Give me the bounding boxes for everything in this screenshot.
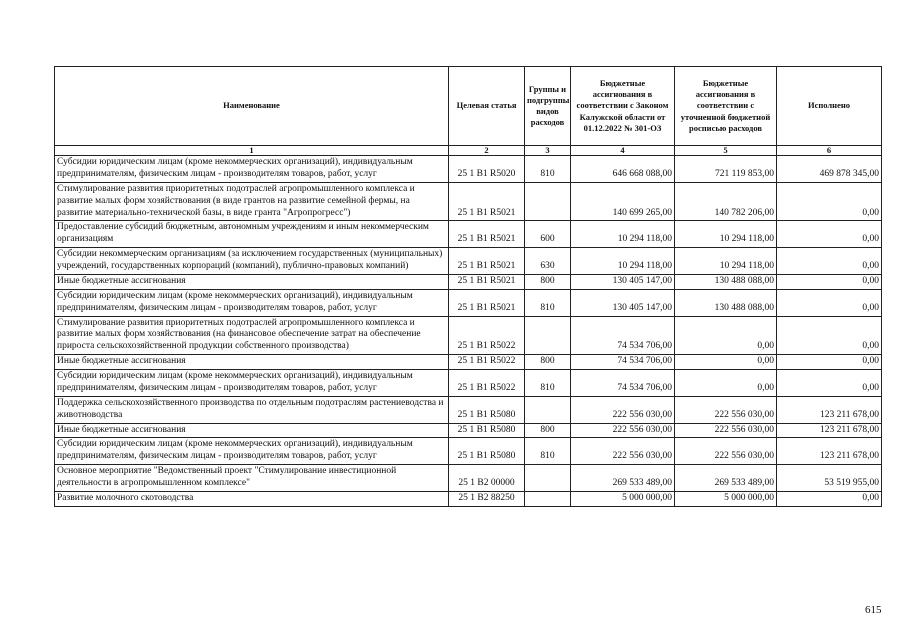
column-number-row — [55, 146, 882, 156]
header-row — [55, 67, 882, 146]
header-target-article: Целевая статья — [449, 67, 525, 146]
row-expense-group-cell — [525, 396, 571, 423]
row-target-article-cell: 25 1 B1 R5021 — [449, 289, 525, 316]
row-name-cell: Субсидии юридическим лицам (кроме некоммерческих организаций), индивидуальным предпринимателям, физическим лицам - производителям товаров, работ, услуг — [55, 370, 449, 397]
table-row — [55, 355, 882, 370]
page-number: 615 — [865, 604, 882, 616]
row-expense-group-cell: 600 — [525, 221, 571, 248]
row-executed-cell: 0,00 — [777, 289, 882, 316]
row-law-allocation-cell: 269 533 489,00 — [571, 465, 675, 492]
row-revised-allocation-cell: 5 000 000,00 — [675, 491, 777, 506]
row-revised-allocation-cell: 10 294 118,00 — [675, 221, 777, 248]
table-row — [55, 248, 882, 275]
row-executed-cell: 0,00 — [777, 248, 882, 275]
row-law-allocation-cell: 222 556 030,00 — [571, 438, 675, 465]
row-target-article-cell: 25 1 B1 R5080 — [449, 423, 525, 438]
row-name-cell: Предоставление субсидий бюджетным, автономным учреждениям и иным некоммерческим организациям — [55, 221, 449, 248]
row-name-cell: Иные бюджетные ассигнования — [55, 355, 449, 370]
row-name-cell: Иные бюджетные ассигнования — [55, 274, 449, 289]
table-row — [55, 465, 882, 492]
row-target-article-cell: 25 1 B1 R5022 — [449, 316, 525, 355]
row-executed-cell: 123 211 678,00 — [777, 423, 882, 438]
header-expense-group: Группы и подгруппы видов расходов — [525, 67, 571, 146]
row-revised-allocation-cell: 130 488 088,00 — [675, 274, 777, 289]
row-revised-allocation-cell: 130 488 088,00 — [675, 289, 777, 316]
row-target-article-cell: 25 1 B1 R5080 — [449, 438, 525, 465]
row-expense-group-cell: 810 — [525, 370, 571, 397]
row-law-allocation-cell: 140 699 265,00 — [571, 182, 675, 221]
row-law-allocation-cell: 222 556 030,00 — [571, 396, 675, 423]
row-expense-group-cell — [525, 316, 571, 355]
row-law-allocation-cell: 10 294 118,00 — [571, 248, 675, 275]
table-row — [55, 491, 882, 506]
row-name-cell: Развитие молочного скотоводства — [55, 491, 449, 506]
row-target-article-cell: 25 1 B1 R5022 — [449, 355, 525, 370]
row-target-article-cell: 25 1 B1 R5021 — [449, 248, 525, 275]
row-target-article-cell: 25 1 B1 R5080 — [449, 396, 525, 423]
row-revised-allocation-cell: 721 119 853,00 — [675, 156, 777, 183]
table-row — [55, 438, 882, 465]
table-row — [55, 370, 882, 397]
column-number: 2 — [449, 146, 525, 156]
row-law-allocation-cell: 130 405 147,00 — [571, 289, 675, 316]
row-executed-cell: 53 519 955,00 — [777, 465, 882, 492]
budget-execution-table — [54, 66, 882, 507]
row-law-allocation-cell: 74 534 706,00 — [571, 316, 675, 355]
row-name-cell: Стимулирование развития приоритетных подотраслей агропромышленного комплекса и развитие малых форм хозяйствования (в виде грантов на развитие семейной фермы, на развитие материально-технической базы, в виде гранта "Агропрогресс") — [55, 182, 449, 221]
row-executed-cell: 0,00 — [777, 316, 882, 355]
row-expense-group-cell: 810 — [525, 289, 571, 316]
row-executed-cell: 469 878 345,00 — [777, 156, 882, 183]
row-expense-group-cell: 630 — [525, 248, 571, 275]
row-name-cell: Субсидии некоммерческим организациям (за исключением государственных (муниципальных) учреждений, государственных корпораций (компаний), публично-правовых компаний) — [55, 248, 449, 275]
column-number: 5 — [675, 146, 777, 156]
row-name-cell: Основное мероприятие "Ведомственный проект "Стимулирование инвестиционной деятельности в агропромышленном комплексе" — [55, 465, 449, 492]
table-row — [55, 423, 882, 438]
column-number: 3 — [525, 146, 571, 156]
row-law-allocation-cell: 10 294 118,00 — [571, 221, 675, 248]
table-row — [55, 396, 882, 423]
row-target-article-cell: 25 1 B1 R5021 — [449, 221, 525, 248]
row-revised-allocation-cell: 0,00 — [675, 316, 777, 355]
row-executed-cell: 0,00 — [777, 491, 882, 506]
table-row — [55, 156, 882, 183]
table-row — [55, 221, 882, 248]
row-name-cell: Стимулирование развития приоритетных подотраслей агропромышленного комплекса и развитие малых форм хозяйствования (на финансовое обеспечение затрат на обеспечение прироста сельскохозяйственной продукции собственного производства) — [55, 316, 449, 355]
table-row — [55, 182, 882, 221]
row-name-cell: Субсидии юридическим лицам (кроме некоммерческих организаций), индивидуальным предпринимателям, физическим лицам - производителям товаров, работ, услуг — [55, 156, 449, 183]
row-executed-cell: 0,00 — [777, 370, 882, 397]
column-number: 1 — [55, 146, 449, 156]
row-target-article-cell: 25 1 B1 R5021 — [449, 274, 525, 289]
row-revised-allocation-cell: 222 556 030,00 — [675, 423, 777, 438]
row-expense-group-cell — [525, 182, 571, 221]
header-name: Наименование — [55, 67, 449, 146]
row-expense-group-cell: 810 — [525, 438, 571, 465]
table-row — [55, 274, 882, 289]
row-law-allocation-cell: 74 534 706,00 — [571, 355, 675, 370]
row-expense-group-cell: 800 — [525, 274, 571, 289]
row-name-cell: Иные бюджетные ассигнования — [55, 423, 449, 438]
header-executed: Исполнено — [777, 67, 882, 146]
row-revised-allocation-cell: 222 556 030,00 — [675, 396, 777, 423]
column-number: 6 — [777, 146, 882, 156]
row-law-allocation-cell: 646 668 088,00 — [571, 156, 675, 183]
row-target-article-cell: 25 1 B2 00000 — [449, 465, 525, 492]
row-revised-allocation-cell: 10 294 118,00 — [675, 248, 777, 275]
row-expense-group-cell — [525, 465, 571, 492]
row-target-article-cell: 25 1 B1 R5022 — [449, 370, 525, 397]
row-expense-group-cell: 800 — [525, 423, 571, 438]
row-executed-cell: 123 211 678,00 — [777, 396, 882, 423]
row-executed-cell: 0,00 — [777, 274, 882, 289]
row-law-allocation-cell: 74 534 706,00 — [571, 370, 675, 397]
row-target-article-cell: 25 1 B1 R5021 — [449, 182, 525, 221]
row-revised-allocation-cell: 0,00 — [675, 370, 777, 397]
row-expense-group-cell: 800 — [525, 355, 571, 370]
row-expense-group-cell — [525, 491, 571, 506]
row-name-cell: Субсидии юридическим лицам (кроме некоммерческих организаций), индивидуальным предпринимателям, физическим лицам - производителям товаров, работ, услуг — [55, 438, 449, 465]
row-executed-cell: 0,00 — [777, 355, 882, 370]
row-revised-allocation-cell: 269 533 489,00 — [675, 465, 777, 492]
row-name-cell: Субсидии юридическим лицам (кроме некоммерческих организаций), индивидуальным предпринимателям, физическим лицам - производителям товаров, работ, услуг — [55, 289, 449, 316]
row-executed-cell: 0,00 — [777, 182, 882, 221]
table-row — [55, 289, 882, 316]
row-law-allocation-cell: 222 556 030,00 — [571, 423, 675, 438]
header-revised-allocation: Бюджетные ассигнования в соответствии с уточненной бюджетной росписью расходов — [675, 67, 777, 146]
header-law-allocation: Бюджетные ассигнования в соответствии с Законом Калужской области от 01.12.2022 № 301-ОЗ — [571, 67, 675, 146]
column-number: 4 — [571, 146, 675, 156]
row-revised-allocation-cell: 140 782 206,00 — [675, 182, 777, 221]
table-row — [55, 316, 882, 355]
row-executed-cell: 123 211 678,00 — [777, 438, 882, 465]
row-revised-allocation-cell: 0,00 — [675, 355, 777, 370]
row-law-allocation-cell: 5 000 000,00 — [571, 491, 675, 506]
row-target-article-cell: 25 1 B2 88250 — [449, 491, 525, 506]
row-revised-allocation-cell: 222 556 030,00 — [675, 438, 777, 465]
row-executed-cell: 0,00 — [777, 221, 882, 248]
row-expense-group-cell: 810 — [525, 156, 571, 183]
row-law-allocation-cell: 130 405 147,00 — [571, 274, 675, 289]
row-target-article-cell: 25 1 B1 R5020 — [449, 156, 525, 183]
row-name-cell: Поддержка сельскохозяйственного производства по отдельным подотраслям растениеводства и животноводства — [55, 396, 449, 423]
